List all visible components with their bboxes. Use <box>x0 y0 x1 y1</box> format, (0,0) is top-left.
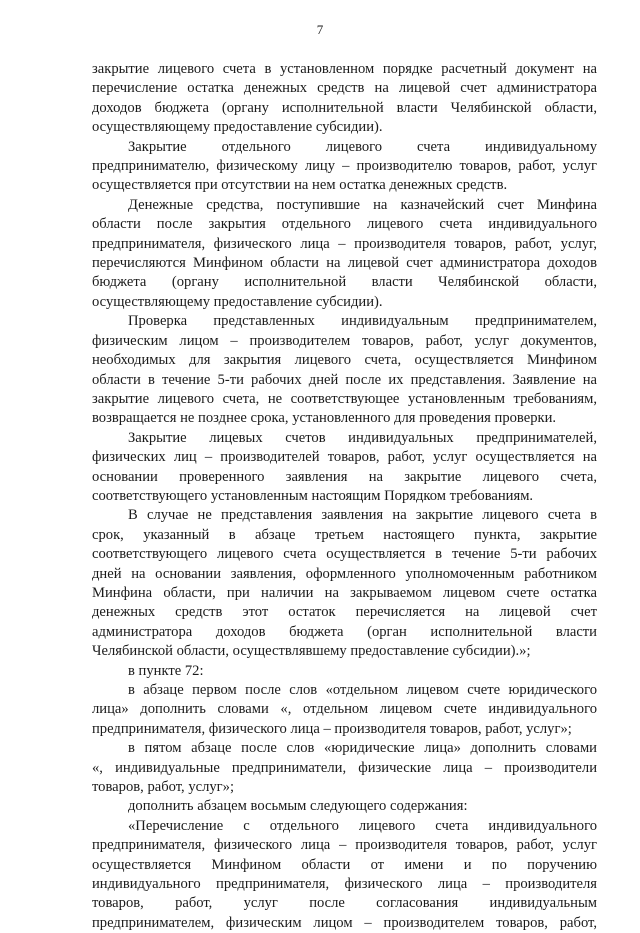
text-line: товаров, работ, услуг»; <box>92 779 235 796</box>
text-line: В случае не представления заявления на закрытие лицевого счета в <box>128 507 597 524</box>
text-line: индивидуального предпринимателя, физического лица – производителя <box>92 876 597 893</box>
document-body <box>92 60 597 933</box>
text-line: «Перечисление с отдельного лицевого счета индивидуального <box>128 817 597 834</box>
text-line: осуществляющему предоставление субсидии). <box>92 119 383 136</box>
text-line: администратора доходов бюджета (орган исполнительной власти <box>92 623 597 640</box>
text-line: перечисляются Минфином области на лицевой счет администратора доходов <box>92 255 597 272</box>
text-line: области в течение 5-ти рабочих дней после их представления. Заявление на <box>92 371 597 388</box>
text-line: перечисление остатка денежных средств на лицевой счет администратора <box>92 80 597 97</box>
text-line: срок, указанный в абзаце третьем настоящего пункта, закрытие <box>92 526 597 543</box>
text-line: доходов бюджета (органу исполнительной власти Челябинской области, <box>92 99 597 116</box>
text-line: Минфина области, при наличии на закрываемом лицевом счете остатка <box>92 584 597 601</box>
text-line: в пятом абзаце после слов «юридические лица» дополнить словами <box>128 740 597 757</box>
text-line: предпринимателем, физическим лицом – производителем товаров, работ, <box>92 914 597 931</box>
text-line: Проверка представленных индивидуальным предпринимателем, <box>128 313 597 330</box>
text-line: предпринимателя, физического лица – производителя товаров, работ, услуг»; <box>92 720 572 737</box>
text-line: бюджета (органу исполнительной власти Челябинской области, <box>92 274 597 291</box>
text-line: лица» дополнить словами «, отдельном лицевом счете индивидуального <box>92 701 597 718</box>
text-line: предпринимателя, физического лица – производителя товаров, работ, услуг <box>92 837 597 854</box>
text-line: денежных средств этот остаток перечисляется на лицевой счет <box>92 604 597 621</box>
text-line: дней на основании заявления, оформленного уполномоченным работником <box>92 565 597 582</box>
text-line: Денежные средства, поступившие на казначейский счет Минфина <box>128 196 597 213</box>
text-line: товаров, работ, услуг после согласования индивидуальным <box>92 895 597 912</box>
text-line: осуществляющему предоставление субсидии). <box>92 293 383 310</box>
text-line: дополнить абзацем восьмым следующего содержания: <box>128 798 468 815</box>
text-line: соответствующего лицевого счета осуществляется в течение 5-ти рабочих <box>92 546 597 563</box>
text-line: соответствующего установленным настоящим Порядком требованиям. <box>92 487 534 504</box>
page-number: 7 <box>316 22 324 37</box>
text-line: основании проверенного заявления на закрытие лицевого счета, <box>92 468 597 485</box>
text-line: осуществляется при отсутствии на нем остатка денежных средств. <box>92 177 508 194</box>
text-line: области после закрытия отдельного лицевого счета индивидуального <box>92 216 597 233</box>
text-line: Челябинской области, осуществлявшему предоставление субсидии).»; <box>92 643 531 660</box>
text-line: в пункте 72: <box>128 662 204 679</box>
text-line: в абзаце первом после слов «отдельном лицевом счете юридического <box>128 682 597 698</box>
text-line: Закрытие отдельного лицевого счета индивидуальному <box>128 138 597 155</box>
text-line: «, индивидуальные предприниматели, физические лица – производители <box>92 759 597 776</box>
text-line: возвращается не позднее срока, установленного для проведения проверки. <box>92 410 557 427</box>
text-line: Закрытие лицевых счетов индивидуальных предпринимателей, <box>128 429 597 446</box>
text-line: предпринимателя, физического лица – производителя товаров, работ, услуг, <box>92 235 597 252</box>
text-line: физических лиц – производителей товаров, работ, услуг осуществляется на <box>92 449 597 466</box>
text-line: закрытие лицевого счета, не соответствующее установленным требованиям, <box>92 390 597 407</box>
text-line: физическим лицом – производителем товаров, работ, услуг документов, <box>92 332 597 349</box>
text-line: предпринимателю, физическому лицу – производителю товаров, работ, услуг <box>92 158 597 175</box>
text-line: необходимых для закрытия лицевого счета, осуществляется Минфином <box>92 352 597 369</box>
text-line: закрытие лицевого счета в установленном порядке расчетный документ на <box>92 61 597 77</box>
text-line: осуществляется Минфином области от имени и по поручению <box>92 856 597 873</box>
